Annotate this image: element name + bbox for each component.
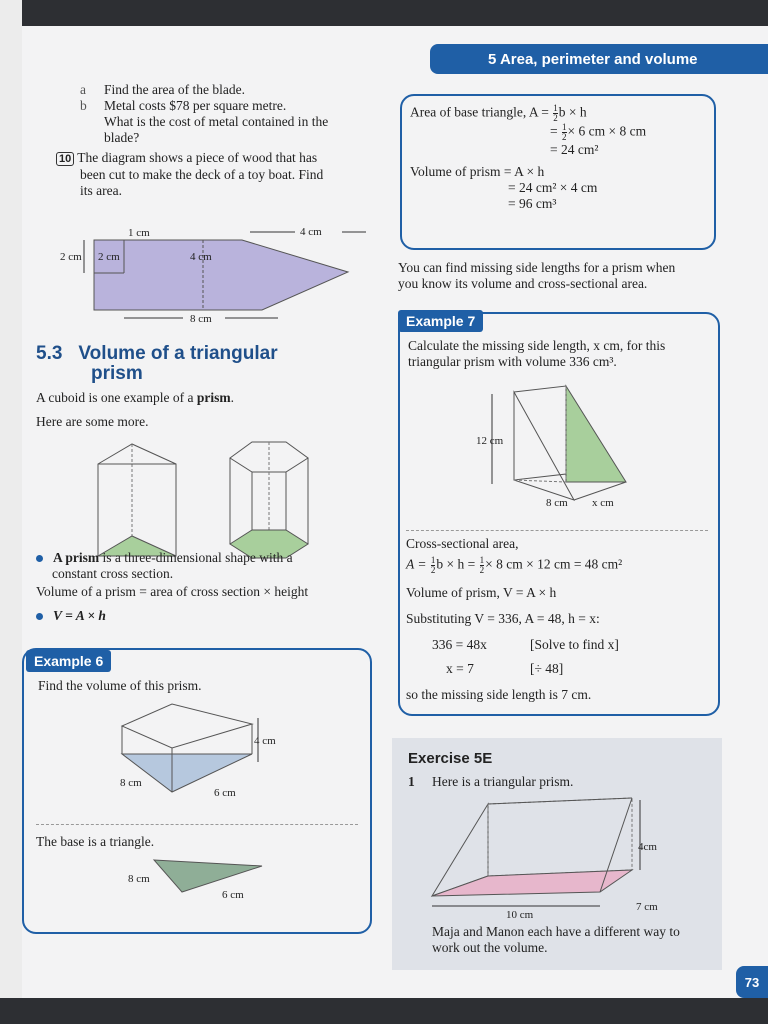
exercise-footer (432, 924, 718, 956)
part-b-label: b (80, 98, 87, 113)
sol-3: = 24 cm² (550, 142, 599, 157)
prism-definition (36, 550, 376, 624)
question-9-parts (80, 82, 380, 146)
example-6-base-text: The base is a triangle. (36, 834, 155, 849)
example-6-solution (410, 104, 710, 212)
section-intro (36, 390, 376, 430)
dim-right-top: 4 cm (300, 226, 322, 238)
top-frame (0, 0, 768, 26)
intro-1-bold: prism (196, 390, 231, 405)
sol-2-rest: × 6 cm × 8 cm (567, 123, 647, 139)
exercise-q1-number: 1 (408, 774, 415, 789)
ex7-height: 12 cm (476, 435, 504, 447)
eq-2-note: [÷ 48] (530, 661, 564, 676)
cs-frac2-n: 1 (479, 555, 485, 565)
textbook-page (22, 26, 768, 998)
chapter-header (430, 44, 768, 74)
sol-1-frac-n: 1 (553, 103, 558, 113)
sol-1-rest: b × h (558, 104, 587, 120)
prism-examples-illustration (90, 436, 330, 566)
ex7-depth: 8 cm (546, 497, 568, 509)
question-10-line-2: been cut to make the deck of a toy boat. Find (80, 167, 324, 182)
question-10-number: 10 (56, 152, 74, 166)
ex7-width: x cm (592, 497, 614, 509)
exercise-footer-1: Maja and Manon each have a different way to (432, 924, 680, 939)
dim-middle: 4 cm (190, 251, 212, 263)
sol-1: Area of base triangle, A = (410, 104, 553, 120)
part-a-label: a (80, 82, 86, 97)
vol-line: Volume of prism, V = A × h (406, 585, 557, 600)
example-6-base-triangle (122, 852, 302, 912)
eq-1: 336 = 48x (432, 637, 487, 652)
sol-4: Volume of prism = A × h (410, 164, 545, 179)
part-b-text-2: What is the cost of metal contained in the (104, 114, 329, 129)
bullet-1-rest: is a three-dimensional shape with a (102, 550, 293, 565)
section-title-2: prism (91, 363, 143, 384)
cs-frac-d: 2 (430, 565, 436, 575)
exercise-depth: 7 cm (636, 901, 658, 913)
dim-bottom: 8 cm (190, 313, 212, 325)
exercise-height: 4cm (638, 841, 657, 853)
intro-1-pre: A cuboid is one example of a (36, 390, 194, 405)
page-number: 73 (736, 966, 768, 998)
part-b-text-3: blade? (104, 130, 140, 145)
question-10 (56, 150, 376, 199)
example-6-tab: Example 6 (26, 650, 111, 672)
dim-left-inner: 2 cm (98, 251, 120, 263)
sol-6: = 96 cm³ (508, 196, 557, 211)
sol-2-frac-n: 1 (562, 122, 567, 132)
subs-line: Substituting V = 336, A = 48, h = x: (406, 611, 600, 626)
eq-2: x = 7 (446, 661, 474, 676)
section-title-1: Volume of a triangular (78, 343, 278, 364)
example-6-prism (102, 696, 302, 806)
ex6-height: 4 cm (254, 735, 276, 747)
cs-mid: b × h = (436, 556, 479, 572)
intro-2: Here are some more. (36, 414, 149, 429)
conclusion: so the missing side length is 7 cm. (406, 687, 592, 702)
example-7-prompt (408, 338, 708, 370)
ex6-left: 8 cm (120, 777, 142, 789)
cs-frac-n: 1 (430, 555, 436, 565)
section-number: 5.3 (36, 343, 63, 364)
example-7-solution (406, 536, 712, 703)
bottom-frame (0, 998, 768, 1024)
exercise-q1-text: Here is a triangular prism. (432, 774, 574, 789)
bullet-icon (36, 555, 43, 562)
section-heading (36, 344, 356, 384)
dim-top-small: 1 cm (128, 227, 150, 239)
part-b-text: Metal costs $78 per square metre. (104, 98, 287, 113)
example-6-divider (36, 824, 358, 825)
exercise-footer-2: work out the volume. (432, 940, 548, 955)
example-7-divider (406, 530, 708, 531)
sol-1-frac-d: 2 (553, 113, 558, 123)
ex6-right: 6 cm (214, 787, 236, 799)
sol-5: = 24 cm² × 4 cm (508, 180, 598, 195)
cs-label: Cross-sectional area, (406, 536, 519, 551)
page-gutter (0, 0, 22, 1024)
part-a-text: Find the area of the blade. (104, 82, 245, 97)
cs-rest: × 8 cm × 12 cm = 48 cm² (485, 556, 623, 572)
cs-pre: A = (406, 556, 430, 572)
example-7-prism (474, 382, 654, 518)
intro-line-2: you know its volume and cross-sectional area. (398, 276, 648, 291)
missing-sides-intro (398, 260, 718, 292)
example-7-tab: Example 7 (398, 310, 483, 332)
exercise-base: 10 cm (506, 909, 534, 921)
intro-1-post: . (230, 390, 234, 405)
ex7-prompt-2: triangular prism with volume 336 cm³. (408, 354, 617, 369)
example-6-prompt: Find the volume of this prism. (38, 678, 202, 693)
sol-2-pre: = (550, 123, 561, 139)
sol-2-frac-d: 2 (562, 132, 567, 142)
ex7-prompt-1: Calculate the missing side length, x cm, for this (408, 338, 666, 353)
bullet-1-bold: A prism (53, 550, 100, 565)
eq-1-note: [Solve to find x] (530, 637, 619, 652)
volume-rule: Volume of a prism = area of cross section × height (36, 584, 309, 599)
chapter-title: 5 Area, perimeter and volume (488, 50, 698, 68)
exercise-title: Exercise 5E (408, 750, 493, 767)
bullet-icon (36, 613, 43, 620)
dim-left-outer: 2 cm (60, 251, 82, 263)
question-10-line-1: The diagram shows a piece of wood that has (77, 150, 318, 165)
ex6-base-right: 6 cm (222, 889, 244, 901)
bullet-1-line-2: constant cross section. (52, 566, 174, 581)
boat-deck-diagram (50, 218, 390, 325)
exercise-prism (426, 792, 686, 922)
bullet-2-formula: V = A × h (53, 608, 106, 623)
cs-frac2-d: 2 (479, 565, 485, 575)
intro-line-1: You can find missing side lengths for a prism when (398, 260, 676, 275)
ex6-base-left: 8 cm (128, 873, 150, 885)
question-10-line-3: its area. (80, 183, 122, 198)
